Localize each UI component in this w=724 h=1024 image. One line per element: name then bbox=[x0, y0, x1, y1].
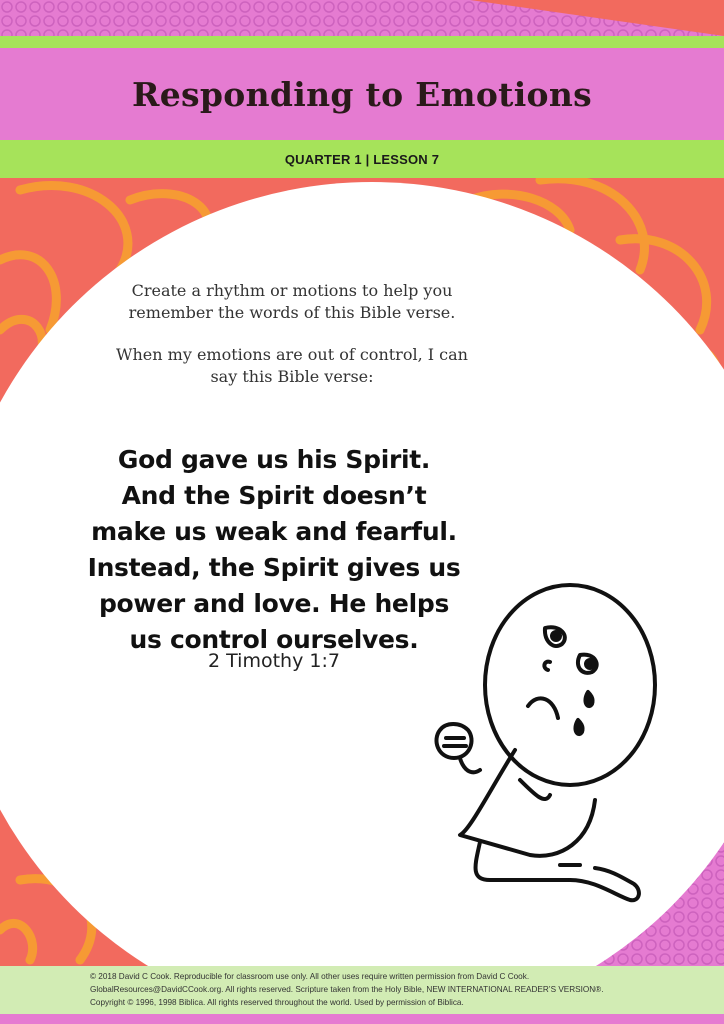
copyright-line-1: © 2018 David C Cook. Reproducible for classroom use only. All other uses require written permission from David C Cook. bbox=[90, 972, 530, 981]
verse-line: God gave us his Spirit. bbox=[117, 445, 431, 474]
verse-line: Instead, the Spirit gives us bbox=[87, 553, 461, 582]
copyright-line-2: GlobalResources@DavidCCook.org. All rights reserved. Scripture taken from the Holy Bible, NEW INTERNATIONAL READER’S VERSION®. bbox=[90, 985, 604, 994]
footer-copyright bbox=[0, 966, 724, 1014]
verse-line: us control ourselves. bbox=[129, 625, 419, 654]
instruction-line-4: say this Bible verse: bbox=[210, 367, 374, 386]
verse-line: power and love. He helps bbox=[98, 589, 450, 618]
bible-verse bbox=[82, 442, 466, 658]
top-green-band bbox=[0, 36, 724, 48]
copyright-line-3: Copyright © 1996, 1998 Biblica. All rights reserved throughout the world. Used by permission of Biblica. bbox=[90, 998, 464, 1007]
page-title: Responding to Emotions bbox=[131, 74, 593, 114]
verse-line: make us weak and fearful. bbox=[91, 517, 457, 546]
lesson-label: QUARTER 1 | LESSON 7 bbox=[284, 151, 440, 167]
verse-reference: 2 Timothy 1:7 bbox=[208, 650, 340, 672]
instructions-paragraph-1 bbox=[92, 280, 492, 324]
bottom-pink-band bbox=[0, 1014, 724, 1024]
instruction-line-3: When my emotions are out of control, I can bbox=[116, 345, 468, 364]
instruction-line-2: remember the words of this Bible verse. bbox=[128, 303, 456, 322]
verse-line: And the Spirit doesn’t bbox=[121, 481, 427, 510]
crying-kid-illustration-icon bbox=[420, 580, 670, 930]
title-bar bbox=[0, 48, 724, 140]
instructions-paragraph-2 bbox=[92, 344, 492, 388]
instruction-line-1: Create a rhythm or motions to help you bbox=[131, 281, 453, 300]
lesson-bar bbox=[0, 140, 724, 178]
